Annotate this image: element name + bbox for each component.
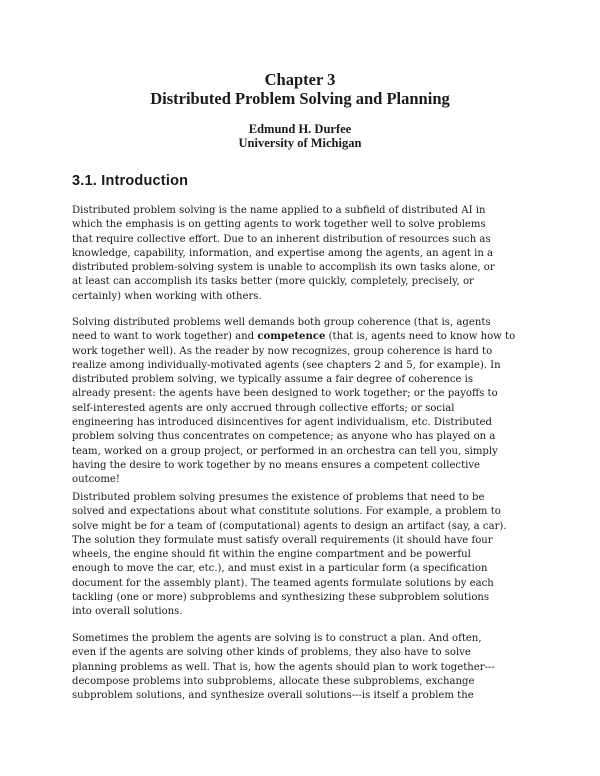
text-segment: (that is, agents need to know how to [325,331,516,343]
text-line: Distributed problem solving presumes the existence of problems that need to be [72,492,485,503]
text-line: at least can accomplish its tasks better (more quickly, completely, precisely, or [72,276,474,288]
chapter-label: Chapter 3 [264,70,336,89]
text-line: distributed problem-solving system is unable to accomplish its own tasks alone, or [72,262,495,274]
paragraph-3 [72,491,542,620]
text-line: which the emphasis is on getting agents to work together well to solve problems [72,219,486,231]
paragraph-1 [72,204,542,304]
text-line: self-interested agents are only accrued through collective efforts; or social [72,402,455,414]
text-line: planning problems as well. That is, how the agents should plan to work together--- [72,661,495,673]
text-line: team, worked on a group project, or performed in an orchestra can tell you, simply [72,445,498,457]
text-line: document for the assembly plant). The teamed agents formulate solutions by each [72,577,494,589]
text-line: tackling (one or more) subproblems and synthesizing these subproblem solutions [72,592,490,604]
text-line: decompose problems into subproblems, allocate these subproblems, exchange [72,675,475,687]
text-line: outcome! [72,474,120,486]
text-line: work together well). As the reader by now recognizes, group coherence is hard to [72,345,493,357]
text-line: Solving distributed problems well demands both group coherence (that is, agents [72,317,491,328]
text-line: subproblem solutions, and synthesize overall solutions---is itself a problem the [72,690,474,702]
chapter-title: Distributed Problem Solving and Planning [150,89,450,108]
text-line: engineering has introduced disincentives for agent individualism, etc. Distributed [72,417,492,429]
text-line: Distributed problem solving is the name applied to a subfield of distributed AI in [72,205,486,216]
text-line-with-emphasis [72,330,542,344]
text-line: certainly) when working with others. [72,290,262,302]
text-line: problem solving thus concentrates on competence; as anyone who has played on a [72,431,496,443]
section-heading: 3.1. Introduction [72,173,189,189]
text-segment: need to want to work together) and [72,331,258,343]
text-line: realize among individually-motivated agents (see chapters 2 and 5, for example). In [72,359,501,371]
text-line: The solution they formulate must satisfy overall requirements (it should have four [72,534,493,546]
text-line: knowledge, capability, information, and expertise among the agents, an agent in a [72,247,494,259]
author-affiliation: University of Michigan [238,136,362,150]
paragraph-4 [72,632,542,703]
author-name: Edmund H. Durfee [248,122,352,136]
text-line: even if the agents are solving other kinds of problems, they also have to solve [72,647,471,659]
text-line: into overall solutions. [72,606,183,618]
emphasis-competence: competence [257,331,326,343]
text-line: Sometimes the problem the agents are solving is to construct a plan. And often, [72,633,482,644]
text-line: solve might be for a team of (computational) agents to design an artifact (say, a car). [72,520,507,532]
text-line: distributed problem solving, we typically assume a fair degree of coherence is [72,374,474,386]
paragraph-2 [72,316,542,488]
text-line: wheels, the engine should fit within the engine compartment and be powerful [72,549,471,561]
text-line: enough to move the car, etc.), and must exist in a particular form (a specification [72,563,488,575]
text-line: already present: the agents have been designed to work together; or the payoffs to [72,388,498,400]
text-line: that require collective effort. Due to an inherent distribution of resources such as [72,233,491,245]
text-line: having the desire to work together by no means ensures a competent collective [72,459,481,471]
text-line: solved and expectations about what constitute solutions. For example, a problem to [72,506,501,518]
